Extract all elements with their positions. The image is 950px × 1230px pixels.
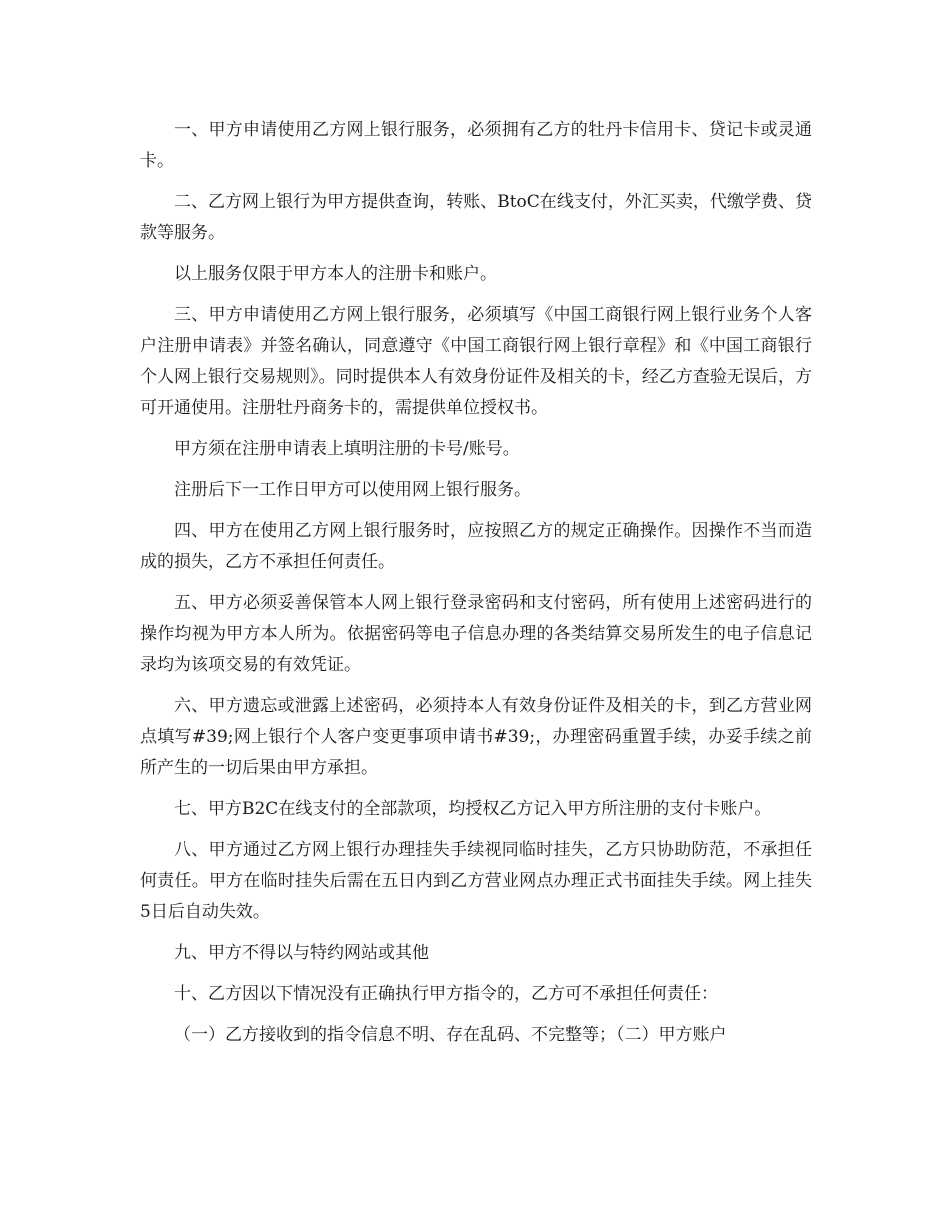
paragraph-3: 以上服务仅限于甲方本人的注册卡和账户。: [174, 264, 497, 284]
paragraph-10: 七、甲方B2C在线支付的全部款项，均授权乙方记入甲方所注册的支付卡账户。: [174, 799, 772, 819]
paragraph-2: 二、乙方网上银行为甲方提供查询，转账、BtoC在线支付，外汇买卖，代缴学费、贷款等服务。: [140, 192, 812, 243]
paragraph-13: 十、乙方因以下情况没有正确执行甲方指令的，乙方可不承担任何责任：: [174, 984, 718, 1004]
paragraph-5: 甲方须在注册申请表上填明注册的卡号/账号。: [174, 439, 520, 459]
paragraph-4: 三、甲方申请使用乙方网上银行服务，必须填写《中国工商银行网上银行业务个人客户注册申请表》并签名确认，同意遵守《中国工商银行网上银行章程》和《中国工商银行个人网上银行交易规则》。同时提供本人有效身份证件及相关的卡，经乙方查验无误后，方可开通使用。注册牡丹商务卡的，需提供单位授权书。: [140, 305, 812, 418]
document-body: [140, 115, 812, 1061]
paragraph-7: 四、甲方在使用乙方网上银行服务时，应按照乙方的规定正确操作。因操作不当而造成的损失，乙方不承担任何责任。: [140, 521, 812, 572]
paragraph-14: （一）乙方接收到的指令信息不明、存在乱码、不完整等；（二）甲方账户: [174, 1025, 727, 1045]
paragraph-9: 六、甲方遗忘或泄露上述密码，必须持本人有效身份证件及相关的卡，到乙方营业网点填写#39;网上银行个人客户变更事项申请书#39;，办理密码重置手续，办妥手续之前所产生的一切后果由甲方承担。: [140, 696, 812, 778]
paragraph-6: 注册后下一工作日甲方可以使用网上银行服务。: [174, 480, 531, 500]
paragraph-11: 八、甲方通过乙方网上银行办理挂失手续视同临时挂失，乙方只协助防范，不承担任何责任。甲方在临时挂失后需在五日内到乙方营业网点办理正式书面挂失手续。网上挂失5日后自动失效。: [140, 840, 812, 922]
paragraph-8: 五、甲方必须妥善保管本人网上银行登录密码和支付密码，所有使用上述密码进行的操作均视为甲方本人所为。依据密码等电子信息办理的各类结算交易所发生的电子信息记录均为该项交易的有效凭证。: [140, 593, 812, 675]
paragraph-12: 九、甲方不得以与特约网站或其他: [174, 943, 429, 963]
paragraph-1: 一、甲方申请使用乙方网上银行服务，必须拥有乙方的牡丹卡信用卡、贷记卡或灵通卡。: [140, 120, 812, 171]
